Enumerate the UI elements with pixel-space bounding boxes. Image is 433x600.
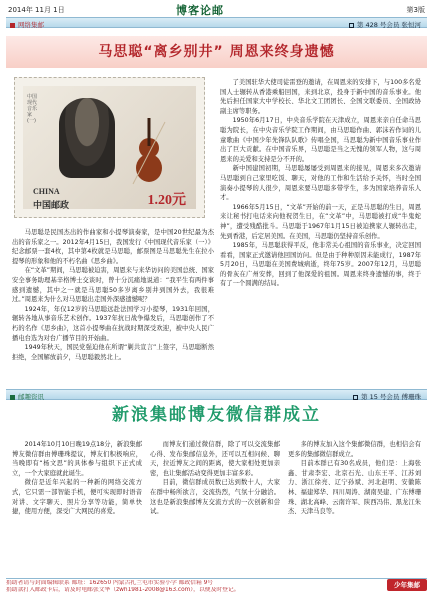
article2-column-2 xyxy=(150,440,280,576)
paragraph: 目前，微信群成员数已达到数十人，大家在群中畅所欲言，交流热烈，气氛十分融洽。这也是新浪集邮博友交流方式的一次创新和尝试。 xyxy=(150,479,280,516)
page-number: 第3版 xyxy=(406,6,425,14)
stamp-value: 1.20元 xyxy=(147,193,186,208)
article2-column-1 xyxy=(12,440,142,576)
masthead xyxy=(6,2,427,16)
article-title-top: 马思聪“离乡别井” 周恩来终身遗憾 xyxy=(6,36,427,68)
paragraph: 1985年，马思聪获得平反，他非常关心祖国的音乐事业，决定回国看看，国家正式邀请他回国访问。但是由于种种原因未能成行，1987年5月20日，马思聪在美国费城病逝，终年75岁。2007年12月，马思聪的骨灰在广州安葬，回到了他深爱的祖国。周恩来终身遗憾的事，终于有了一个圆满的结局。 xyxy=(220,242,421,288)
paragraph: 在“文革”期间，马思聪被迫害，周恩来与来华访问的美国总统、国家安全事务助理基辛格博士交谈时，曾十分沉痛地说道：“我平生有两件事感到遗憾，其中之一就是马思聪50多岁离乡别井到国外去，我很难过。”周恩来为什么对马思聪出走国外深感遗憾呢？ xyxy=(12,267,214,304)
stamp-series: 中国现代音乐家(一) xyxy=(27,94,38,124)
paragraph: 2014年10月10日晚19点18分，新浪集邮博友微信群由傅珊珠提议，博友们积极响应，当晚即有“杨文思”的具体参与组织下正式成立，一个大家庭就此诞生。 xyxy=(12,441,142,477)
portrait-figure xyxy=(59,98,115,178)
section-name: 邮趣资讯 xyxy=(18,393,44,401)
section-name: 网络集邮 xyxy=(18,21,44,29)
paragraph: 目前本群已有30名成员，他们是：上海张鑫、甘肃李宏、北京石光、山东王平、江苏刘力、浙江徐亮、辽宁孙斌、河北赵明、安徽陈林、福建郑华、四川周涛、湖南吴建、广东傅珊珠、湖北高峰、云南许军、陕西冯伟、黑龙江朱杰、天津马良等。 xyxy=(288,460,421,516)
article2-column-3 xyxy=(288,440,421,576)
paragraph: 1950年6月17日，中央音乐学院在天津成立，周恩来亲自任命马思聪为院长，在中央音乐学院工作期间，由马思聪作曲、郭沫若作词的儿童歌曲《中国少年先锋队队歌》传唱全国，马思聪为新中国音乐事业作出了巨大贡献。在中国音乐界，马思聪是当之无愧的领军人物，这与周恩来的关爱和支持是分不开的。 xyxy=(220,117,421,163)
paragraph: 1949年秋天，国民党强迫他在所谓“剿共宣言”上签字，马思聪断然拒绝，全国解放前夕，马思聪毅然北上。 xyxy=(12,344,214,361)
paragraph: 多的博友加入这个集邮微信群，也相信会有更多的集邮微信群成立。 xyxy=(288,441,421,458)
paragraph: 1924年，年仅12岁的马思聪远赴法国学习小提琴，1931年回国，辗转各地从事音乐艺术创作。1937年抗日战争爆发后，马思聪创作了不朽的名作《思乡曲》，这首小提琴曲在抗战时期深受欢迎，被中央人民广播电台选为对台广播节目的开始曲。 xyxy=(12,305,214,342)
paragraph: 1966年5月15日，“文革”开始的前一天，正是马思聪的生日，周恩来让秘书打电话来向他祝贺生日，在“文革”中，马思聪被打成“牛鬼蛇神”，遭受残酷批斗。马思聪于1967年1月15日被迫携家人辗转出走，先到香港，后定居美国。在美国，马思聪仍坚持音乐创作。 xyxy=(220,203,421,240)
footer-line-2: 捐助款打入邮政卡后，请及时电邮张文华（zwh1981-2008@163.com），以便及时登记。 xyxy=(6,587,240,593)
stamp-face xyxy=(23,86,196,209)
stamp-country: CHINA xyxy=(33,187,60,196)
issue-date: 2014年 11月 1日 xyxy=(8,6,65,14)
junior-philately-logo: 少年集邮 xyxy=(387,579,427,591)
paragraph: 新中国建国初期，马思聪屡屡受到周恩来的接见，周恩来多次邀请马思聪到自己家里吃饭、聊天，对他的工作和生活给予关怀，当时全国演奏小提琴的人很少，周恩来要马思聪多带学生，多为国家培养音乐人才。 xyxy=(220,165,421,202)
square-outline-icon xyxy=(349,23,354,28)
newspaper-name: 博客论邮 xyxy=(176,4,224,17)
article1-right-column xyxy=(220,78,421,388)
section-bar-top xyxy=(6,17,427,28)
paragraph: 马思聪是民国杰出的作曲家和小提琴演奏家，是中国20世纪最为杰出的音乐家之一。2012年4月15日，我国发行《中国现代音乐家（一）》纪念邮票一套4枚，其中第4枚就是马思聪，邮票图是马思聪先生在拉小提琴的形象和他的不朽名曲《思乡曲》。 xyxy=(12,229,214,265)
member-credit xyxy=(349,20,421,29)
paragraph: 而博友们通过微信群，除了可以交流集邮心得、发布集邮信息外，还可以互相问候、聊天，拉近博友之间的距离，使大家相处更加亲密，也让集邮活动变得更加丰富多彩。 xyxy=(150,441,280,477)
section-label xyxy=(10,20,44,29)
member-text: 第 15 号会员 傅珊珠 xyxy=(361,393,421,401)
member-text: 第 428 号会员 张恒河 xyxy=(356,21,421,29)
article1-left-column xyxy=(12,228,214,388)
paragraph: 微信是近年兴起的一种新的网络交流方式，它只需一部智能手机，便可实现即时语音对讲、文字聊天、照片分享等功能，简单快捷，使用方便，深受广大网民的喜爱。 xyxy=(12,479,142,516)
footer-line-1: 捐助者请与封面编辑联系 邮址：162650 内蒙古扎兰屯市实验小学 邮政信箱 9号 xyxy=(6,580,214,586)
square-bullet-icon xyxy=(10,23,15,28)
stamp-image xyxy=(14,77,205,218)
violin-icon xyxy=(131,116,167,186)
stamp-postal-name: 中国邮政 xyxy=(33,201,70,211)
paragraph: 了美国驻华大使司徒雷登的邀请，在周恩来的安排下，与100多名爱国人士辗转从香港乘船回国，来到北京，投身于新中国的音乐事业。他先后担任国家大中学校长、华北文工团团长、全国文联委员、全国政协副主席等职务。 xyxy=(220,79,421,115)
article-title-bottom: 新浪集邮博友微信群成立 xyxy=(112,405,321,425)
footer xyxy=(6,578,427,592)
